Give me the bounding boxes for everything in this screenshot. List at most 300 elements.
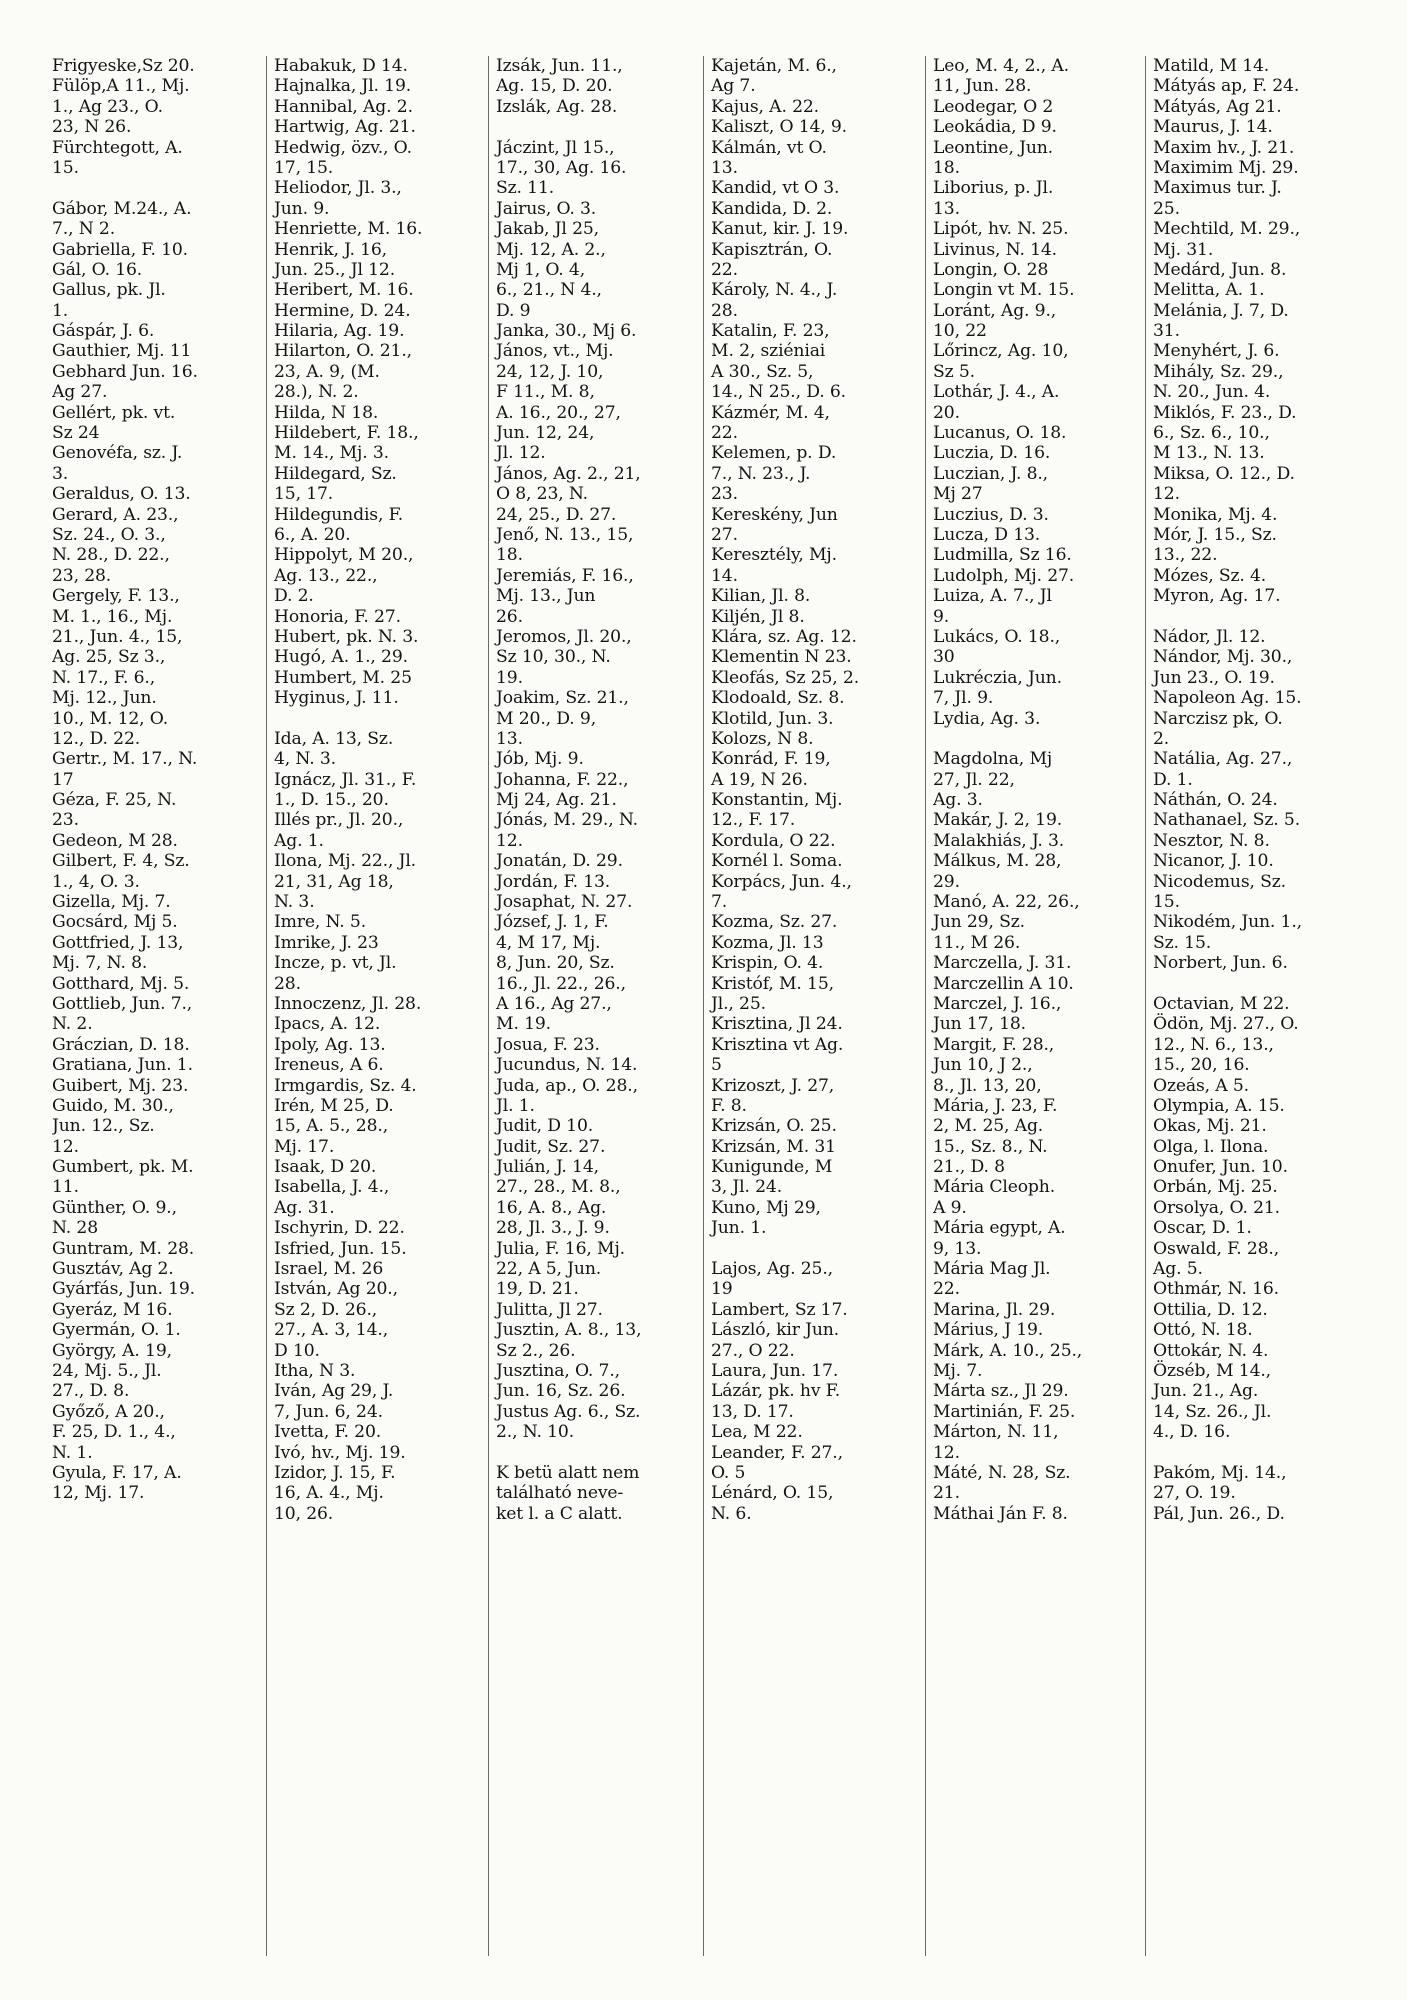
index-line: Kozma, Sz. 27. [711, 912, 838, 933]
index-line: Olga, l. Ilona. [1153, 1136, 1269, 1157]
index-line: Marczellin A 10. [933, 973, 1074, 994]
index-line: Jun. 1. [711, 1218, 767, 1239]
index-line: Gilbert, F. 4, Sz. [52, 851, 190, 872]
index-line: 5 [711, 1055, 722, 1076]
index-line: Fürchtegott, A. [52, 137, 183, 158]
index-line: 22, A 5, Jun. [496, 1259, 602, 1280]
index-line: Nathanael, Sz. 5. [1153, 810, 1301, 831]
column-2 [266, 56, 488, 1956]
index-line: Miksa, O. 12., D. [1153, 463, 1295, 484]
index-line: Ischyrin, D. 22. [274, 1218, 405, 1239]
index-line: Luczia, D. 16. [933, 443, 1051, 464]
index-line: 16., Jl. 22., 26., [496, 973, 626, 994]
index-line: Ottó, N. 18. [1153, 1320, 1253, 1341]
index-line: 23. [711, 484, 738, 505]
index-line: Sz 24 [52, 423, 100, 444]
index-line: Mária Mag Jl. [933, 1259, 1051, 1280]
index-line: Kozma, Jl. 13 [711, 932, 824, 953]
index-line: Lea, M 22. [711, 1422, 803, 1443]
index-line: Jenő, N. 13., 15, [496, 524, 634, 545]
index-line: Mj. 31. [1153, 239, 1214, 260]
index-line: Lénárd, O. 15, [711, 1483, 834, 1504]
calendar-name-index [52, 56, 1372, 1956]
index-line: Gál, O. 16. [52, 259, 143, 280]
index-line: Ilona, Mj. 22., Jl. [274, 851, 416, 872]
index-line: Isabella, J. 4., [274, 1177, 390, 1198]
index-line: Márius, J 19. [933, 1320, 1044, 1341]
index-line: Nándor, Mj. 30., [1153, 647, 1293, 668]
index-line: 29. [933, 871, 960, 892]
index-line: Lucza, D 13. [933, 524, 1041, 545]
index-line: Liborius, p. Jl. [933, 178, 1054, 199]
index-line: Malakhiás, J. 3. [933, 830, 1065, 851]
index-line: Gizella, Mj. 7. [52, 892, 171, 913]
index-line: Mj 1, O. 4, [496, 259, 586, 280]
index-line: Jusztin, A. 8., 13, [496, 1320, 642, 1341]
index-line: Nesztor, N. 8. [1153, 830, 1270, 851]
index-line: 15, 17. [274, 484, 334, 505]
index-line: Kornél l. Soma. [711, 851, 843, 872]
index-line: 1. [52, 300, 69, 321]
index-line: O. 5 [711, 1462, 746, 1483]
index-line: Krizsán, M. 31 [711, 1136, 836, 1157]
index-line: Judit, D 10. [496, 1116, 594, 1137]
column-5 [925, 56, 1145, 1956]
index-line: Gusztáv, Ag 2. [52, 1259, 174, 1280]
index-line [1153, 974, 1368, 994]
index-line: Maximim Mj. 29. [1153, 157, 1299, 178]
index-line: Ludmilla, Sz 16. [933, 545, 1072, 566]
index-line: Mózes, Sz. 4. [1153, 565, 1267, 586]
index-line: Ipoly, Ag. 13. [274, 1034, 386, 1055]
index-line: Lambert, Sz 17. [711, 1299, 848, 1320]
index-line: 2, M. 25, Ag. [933, 1116, 1044, 1137]
index-line: M. 19. [496, 1014, 551, 1035]
index-line: N. 2. [52, 1014, 93, 1035]
index-line: Isaak, D 20. [274, 1157, 377, 1178]
index-line: Jucundus, N. 14. [496, 1055, 638, 1076]
index-line: 10., M. 12, O. [52, 708, 169, 729]
index-line: 6., 21., N 4., [496, 280, 602, 301]
index-line: A 9. [933, 1197, 967, 1218]
index-line: 12. [1153, 484, 1180, 505]
index-line: Klodoald, Sz. 8. [711, 688, 845, 709]
index-line: Julián, J. 14, [496, 1157, 599, 1178]
index-line: Gertr., M. 17., N. [52, 749, 198, 770]
index-line: 22. [933, 1279, 960, 1300]
index-line: Jun. 9. [274, 198, 330, 219]
index-line: N. 28 [52, 1218, 98, 1239]
index-line: Ag. 5. [1153, 1259, 1203, 1280]
index-line: 14. [711, 565, 738, 586]
index-line: Gratiana, Jun. 1. [52, 1055, 193, 1076]
index-line: 3. [52, 463, 69, 484]
index-line: Leander, F. 27., [711, 1442, 843, 1463]
index-line: Leo, M. 4, 2., A. [933, 56, 1069, 76]
index-line: Natália, Ag. 27., [1153, 749, 1293, 770]
index-line: Olympia, A. 15. [1153, 1095, 1285, 1116]
index-line: N. 6. [711, 1503, 752, 1524]
index-line: Sz. 11. [496, 178, 555, 199]
index-line: Ag. 1. [274, 830, 324, 851]
index-line: Márk, A. 10., 25., [933, 1340, 1083, 1361]
index-line: 23, N 26. [52, 117, 132, 138]
index-line: 15. [1153, 892, 1180, 913]
index-line: Mj. 12., Jun. [52, 688, 157, 709]
index-line: ket l. a C alatt. [496, 1503, 623, 1524]
index-line: Maurus, J. 14. [1153, 117, 1273, 138]
index-line: Márta sz., Jl 29. [933, 1381, 1069, 1402]
index-line: 12., N. 6., 13., [1153, 1034, 1274, 1055]
index-line: Mechtild, M. 29., [1153, 219, 1301, 240]
index-line: Jun. 12., Sz. [52, 1116, 155, 1137]
index-line: Krispin, O. 4. [711, 953, 824, 974]
index-line: Pakóm, Mj. 14., [1153, 1462, 1287, 1483]
index-line: 12., D. 22. [52, 728, 141, 749]
index-line: N. 1. [52, 1442, 93, 1463]
index-line: M 20., D. 9, [496, 708, 597, 729]
index-line: Jun. 25., Jl 12. [274, 259, 396, 280]
index-line: Isfried, Jun. 15. [274, 1238, 407, 1259]
index-line: Géza, F. 25, N. [52, 790, 177, 811]
index-line: Hajnalka, Jl. 19. [274, 76, 412, 97]
index-line: Gellért, pk. vt. [52, 402, 176, 423]
index-line: 12. [52, 1136, 79, 1157]
index-line: Irén, M 25, D. [274, 1095, 394, 1116]
index-line: 11., M 26. [933, 932, 1021, 953]
index-line: Jonatán, D. 29. [496, 851, 623, 872]
index-line: Lajos, Ag. 25., [711, 1259, 833, 1280]
index-line: Jun 17, 18. [933, 1014, 1026, 1035]
index-line: Kapisztrán, O. [711, 239, 833, 260]
index-line: Ignácz, Jl. 31., F. [274, 769, 417, 790]
index-line: Longin vt M. 15. [933, 280, 1075, 301]
index-line: Innoczenz, Jl. 28. [274, 993, 422, 1014]
index-line: Jeromos, Jl. 20., [496, 626, 632, 647]
index-line: Frigyeske,Sz 20. [52, 56, 195, 76]
index-line: A 30., Sz. 5, [711, 361, 814, 382]
index-line: Mária egypt, A. [933, 1218, 1066, 1239]
index-line: Martinián, F. 25. [933, 1401, 1076, 1422]
index-line: Málkus, M. 28, [933, 851, 1062, 872]
index-line: 21, 31, Ag 18, [274, 871, 394, 892]
index-line: N. 28., D. 22., [52, 545, 170, 566]
index-line: Hedwig, özv., O. [274, 137, 412, 158]
index-line: 22. [711, 423, 738, 444]
index-line: Izidor, J. 15, F. [274, 1462, 396, 1483]
index-line: 13., 22. [1153, 545, 1218, 566]
index-line: Guibert, Mj. 23. [52, 1075, 189, 1096]
index-line: Jun 29, Sz. [933, 912, 1025, 933]
index-line: Livinus, N. 14. [933, 239, 1057, 260]
index-line: 9. [933, 606, 950, 627]
index-line: M 13., N. 13. [1153, 443, 1265, 464]
index-line: Katalin, F. 23, [711, 321, 830, 342]
index-line: Melitta, A. 1. [1153, 280, 1265, 301]
index-line: Makár, J. 2, 19. [933, 810, 1063, 831]
index-line: Mj. 17. [274, 1136, 335, 1157]
index-line: Longin, O. 28 [933, 259, 1049, 280]
index-line: 24, 25., D. 27. [496, 504, 617, 525]
index-line: 16, A. 4., Mj. [274, 1483, 384, 1504]
index-line: Israel, M. 26 [274, 1259, 384, 1280]
index-line: Jób, Mj. 9. [496, 749, 584, 770]
index-line: Hildebert, F. 18., [274, 423, 419, 444]
index-line: 26. [496, 606, 523, 627]
index-line: 12. [933, 1442, 960, 1463]
index-line: Krizsán, O. 25. [711, 1116, 837, 1137]
index-line: 4., D. 16. [1153, 1422, 1231, 1443]
index-line: Henrik, J. 16, [274, 239, 387, 260]
index-line: Irmgardis, Sz. 4. [274, 1075, 417, 1096]
column-3 [488, 56, 703, 1956]
index-line: Sz. 24., O. 3., [52, 524, 166, 545]
index-line: Incze, p. vt, Jl. [274, 953, 397, 974]
index-line: Mátyás, Ag 21. [1153, 96, 1282, 117]
index-line: Győző, A 20., [52, 1401, 165, 1422]
index-line: Sz 2., 26. [496, 1340, 576, 1361]
index-line: Konrád, F. 19, [711, 749, 831, 770]
index-line: Leontine, Jun. [933, 137, 1053, 158]
index-line: 24, 12, J. 10, [496, 361, 604, 382]
index-line: Menyhért, J. 6. [1153, 341, 1280, 362]
index-line: Kleofás, Sz 25, 2. [711, 667, 860, 688]
index-line: Nicodemus, Sz. [1153, 871, 1286, 892]
index-line: Jun. 21., Ag. [1153, 1381, 1259, 1402]
index-line: 14, Sz. 26., Jl. [1153, 1401, 1272, 1422]
index-line: 13. [711, 157, 738, 178]
index-line: Kázmér, M. 4, [711, 402, 830, 423]
index-line: Napoleon Ag. 15. [1153, 688, 1302, 709]
index-line: Joakim, Sz. 21., [496, 688, 629, 709]
index-line: 27, O. 19. [1153, 1483, 1236, 1504]
index-line: Lázár, pk. hv F. [711, 1381, 841, 1402]
index-line: 7, Jun. 6, 24. [274, 1401, 383, 1422]
index-line: Mihály, Sz. 29., [1153, 361, 1284, 382]
index-line: 7., N. 23., J. [711, 463, 811, 484]
index-line: Lukréczia, Jun. [933, 667, 1062, 688]
index-line: Guntram, M. 28. [52, 1238, 195, 1259]
index-line: István, Ag 20., [274, 1279, 398, 1300]
index-line: Mj 27 [933, 484, 983, 505]
index-line: Monika, Mj. 4. [1153, 504, 1278, 525]
index-line: 13. [933, 198, 960, 219]
index-line: Ag 27. [52, 382, 108, 403]
index-line [1153, 607, 1368, 627]
index-line: Johanna, F. 22., [496, 769, 629, 790]
index-line: 21. [933, 1483, 960, 1504]
index-line: 19. [496, 667, 523, 688]
index-line: Mór, J. 15., Sz. [1153, 524, 1277, 545]
index-line: 27, Jl. 22, [933, 769, 1015, 790]
index-line: Norbert, Jun. 6. [1153, 953, 1288, 974]
index-line: 27., A. 3, 14., [274, 1320, 389, 1341]
index-line: Jusztina, O. 7., [496, 1361, 620, 1381]
index-line [274, 709, 484, 729]
index-line: Gallus, pk. Jl. [52, 280, 166, 301]
index-line: Matild, M 14. [1153, 56, 1270, 76]
index-line: Hilarton, O. 21., [274, 341, 412, 362]
index-line: Hubert, pk. N. 3. [274, 626, 419, 647]
index-line: Jun. 16, Sz. 26. [496, 1381, 626, 1402]
index-line: Kajetán, M. 6., [711, 56, 837, 76]
index-line: Ag. 15, D. 20. [496, 76, 613, 97]
index-line: Gebhard Jun. 16. [52, 361, 198, 382]
index-line: 21., D. 8 [933, 1157, 1005, 1178]
index-line: Henriette, M. 16. [274, 219, 423, 240]
index-line: 14., N 25., D. 6. [711, 382, 846, 403]
index-line: Kristóf, M. 15, [711, 973, 834, 994]
index-line: Ottokár, N. 4. [1153, 1340, 1269, 1361]
index-line: György, A. 19, [52, 1340, 172, 1361]
index-line: Korpács, Jun. 4., [711, 871, 852, 892]
index-line [1153, 1443, 1368, 1463]
index-line: 19, D. 21. [496, 1279, 579, 1300]
index-line: Lothár, J. 4., A. [933, 382, 1060, 403]
index-line: Izsák, Jun. 11., [496, 56, 623, 76]
index-line: Ivó, hv., Mj. 19. [274, 1442, 406, 1463]
index-line: Ludolph, Mj. 27. [933, 565, 1075, 586]
index-line: F 11., M. 8, [496, 382, 595, 403]
index-line: Mj. 7, N. 8. [52, 953, 148, 974]
column-1 [52, 56, 266, 1956]
index-line: László, kir Jun. [711, 1320, 839, 1341]
index-line: Fülöp,A 11., Mj. [52, 76, 190, 97]
index-line: 6., A. 20. [274, 524, 351, 545]
index-line: 17., 30, Ag. 16. [496, 157, 627, 178]
index-line: Gyeráz, M 16. [52, 1299, 173, 1320]
index-line: F. 25, D. 1., 4., [52, 1422, 176, 1443]
index-line: Manó, A. 22, 26., [933, 892, 1080, 913]
index-line: 6., Sz. 6., 10., [1153, 423, 1270, 444]
index-line: Hartwig, Ag. 21. [274, 117, 416, 138]
index-line: Sz. 15. [1153, 932, 1212, 953]
index-line: Kálmán, vt O. [711, 137, 827, 158]
index-line: Imre, N. 5. [274, 912, 367, 933]
index-line: F. 8. [711, 1095, 747, 1116]
index-line: 27., O 22. [711, 1340, 795, 1361]
index-line: 8., Jl. 13, 20, [933, 1075, 1042, 1096]
index-line: D 10. [274, 1340, 320, 1361]
index-line: Jáczint, Jl 15., [496, 137, 615, 158]
index-line: 17 [52, 769, 74, 790]
index-line: Gottfried, J. 13, [52, 932, 184, 953]
index-line [711, 1239, 921, 1259]
index-line: Nikodém, Jun. 1., [1153, 912, 1302, 933]
index-line: 7. [711, 892, 728, 913]
index-line: Marczel, J. 16., [933, 993, 1062, 1014]
index-line: Gumbert, pk. M. [52, 1157, 194, 1178]
index-line: 23. [52, 810, 79, 831]
index-line: Julia, F. 16, Mj. [496, 1238, 625, 1259]
index-line: Jl., 25. [711, 993, 766, 1014]
index-line: 19 [711, 1279, 733, 1300]
index-line: Gocsárd, Mj 5. [52, 912, 178, 933]
index-line: 27., D. 8. [52, 1381, 130, 1402]
index-line: 15., 20, 16. [1153, 1055, 1250, 1076]
index-line: Narczisz pk, O. [1153, 708, 1283, 729]
index-line: Kajus, A. 22. [711, 96, 819, 117]
index-line: Gáspár, J. 6. [52, 321, 155, 342]
index-line: Sz 2, D. 26., [274, 1299, 378, 1320]
index-line: 20. [933, 402, 960, 423]
index-line: Ödön, Mj. 27., O. [1153, 1014, 1299, 1035]
index-line: Klára, sz. Ag. 12. [711, 626, 857, 647]
index-line: Konstantin, Mj. [711, 790, 843, 811]
index-line: N. 20., Jun. 4. [1153, 382, 1271, 403]
index-line: A. 16., 20., 27, [496, 402, 621, 423]
index-line: Magdolna, Mj [933, 749, 1053, 770]
index-line: 30 [933, 647, 955, 668]
index-line: 8, Jun. 20, Sz. [496, 953, 615, 974]
index-line: 1., D. 15., 20. [274, 790, 389, 811]
index-line: Kandida, D. 2. [711, 198, 833, 219]
index-line: Mj. 12, A. 2., [496, 239, 606, 260]
index-line: Károly, N. 4., J. [711, 280, 838, 301]
index-line: Hannibal, Ag. 2. [274, 96, 413, 117]
index-line: Ag. 13., 22., [274, 565, 378, 586]
index-line: Lőrincz, Ag. 10, [933, 341, 1069, 362]
index-line: Kuno, Mj 29, [711, 1197, 821, 1218]
index-line: 15. [52, 157, 79, 178]
index-line: A 16., Ag 27., [496, 993, 612, 1014]
index-line: Ipacs, A. 12. [274, 1014, 381, 1035]
index-line: 24, Mj. 5., Jl. [52, 1361, 162, 1381]
index-line: Klementin N 23. [711, 647, 852, 668]
index-line: Maximus tur. J. [1153, 178, 1282, 199]
index-line: Orbán, Mj. 25. [1153, 1177, 1278, 1198]
index-line: Imrike, J. 23 [274, 932, 379, 953]
index-line: Sz 5. [933, 361, 975, 382]
index-line: 10, 22 [933, 321, 987, 342]
index-line: Gedeon, M 28. [52, 830, 178, 851]
index-line: Heliodor, Jl. 3., [274, 178, 402, 199]
index-line: Lipót, hv. N. 25. [933, 219, 1069, 240]
index-line: N. 3. [274, 892, 315, 913]
column-4 [703, 56, 925, 1956]
index-line: Orsolya, O. 21. [1153, 1197, 1280, 1218]
index-line: János, Ag. 2., 21, [496, 463, 641, 484]
index-line: Máté, N. 28, Sz. [933, 1462, 1071, 1483]
index-line [496, 1443, 699, 1463]
index-line: Itha, N 3. [274, 1361, 356, 1381]
index-line: Melánia, J. 7, D. [1153, 300, 1289, 321]
index-line: 13, D. 17. [711, 1401, 794, 1422]
index-line: Mátyás ap, F. 24. [1153, 76, 1300, 97]
index-line: Jairus, O. 3. [496, 198, 597, 219]
index-line: O 8, 23, N. [496, 484, 588, 505]
index-line: 18. [933, 157, 960, 178]
index-line: Josua, F. 23. [496, 1034, 600, 1055]
index-line: Ida, A. 13, Sz. [274, 728, 394, 749]
index-line: Jun. 12, 24, [496, 423, 595, 444]
index-line: 7., N 2. [52, 219, 116, 240]
index-line: Lucanus, O. 18. [933, 423, 1067, 444]
index-line: Justus Ag. 6., Sz. [496, 1401, 641, 1422]
column-6 [1145, 56, 1372, 1956]
index-line: Othmár, N. 16. [1153, 1279, 1279, 1300]
index-line: Laura, Jun. 17. [711, 1361, 839, 1381]
index-line: Jeremiás, F. 16., [496, 565, 634, 586]
index-line: Izslák, Ag. 28. [496, 96, 618, 117]
index-line: Maxim hv., J. 21. [1153, 137, 1295, 158]
index-line: M. 14., Mj. 3. [274, 443, 389, 464]
index-line: Jakab, Jl 25, [496, 219, 599, 240]
index-line: Illés pr., Jl. 20., [274, 810, 404, 831]
index-line: Iván, Ag 29, J. [274, 1381, 394, 1402]
index-line: 12, Mj. 17. [52, 1483, 145, 1504]
index-line: 28. [711, 300, 738, 321]
